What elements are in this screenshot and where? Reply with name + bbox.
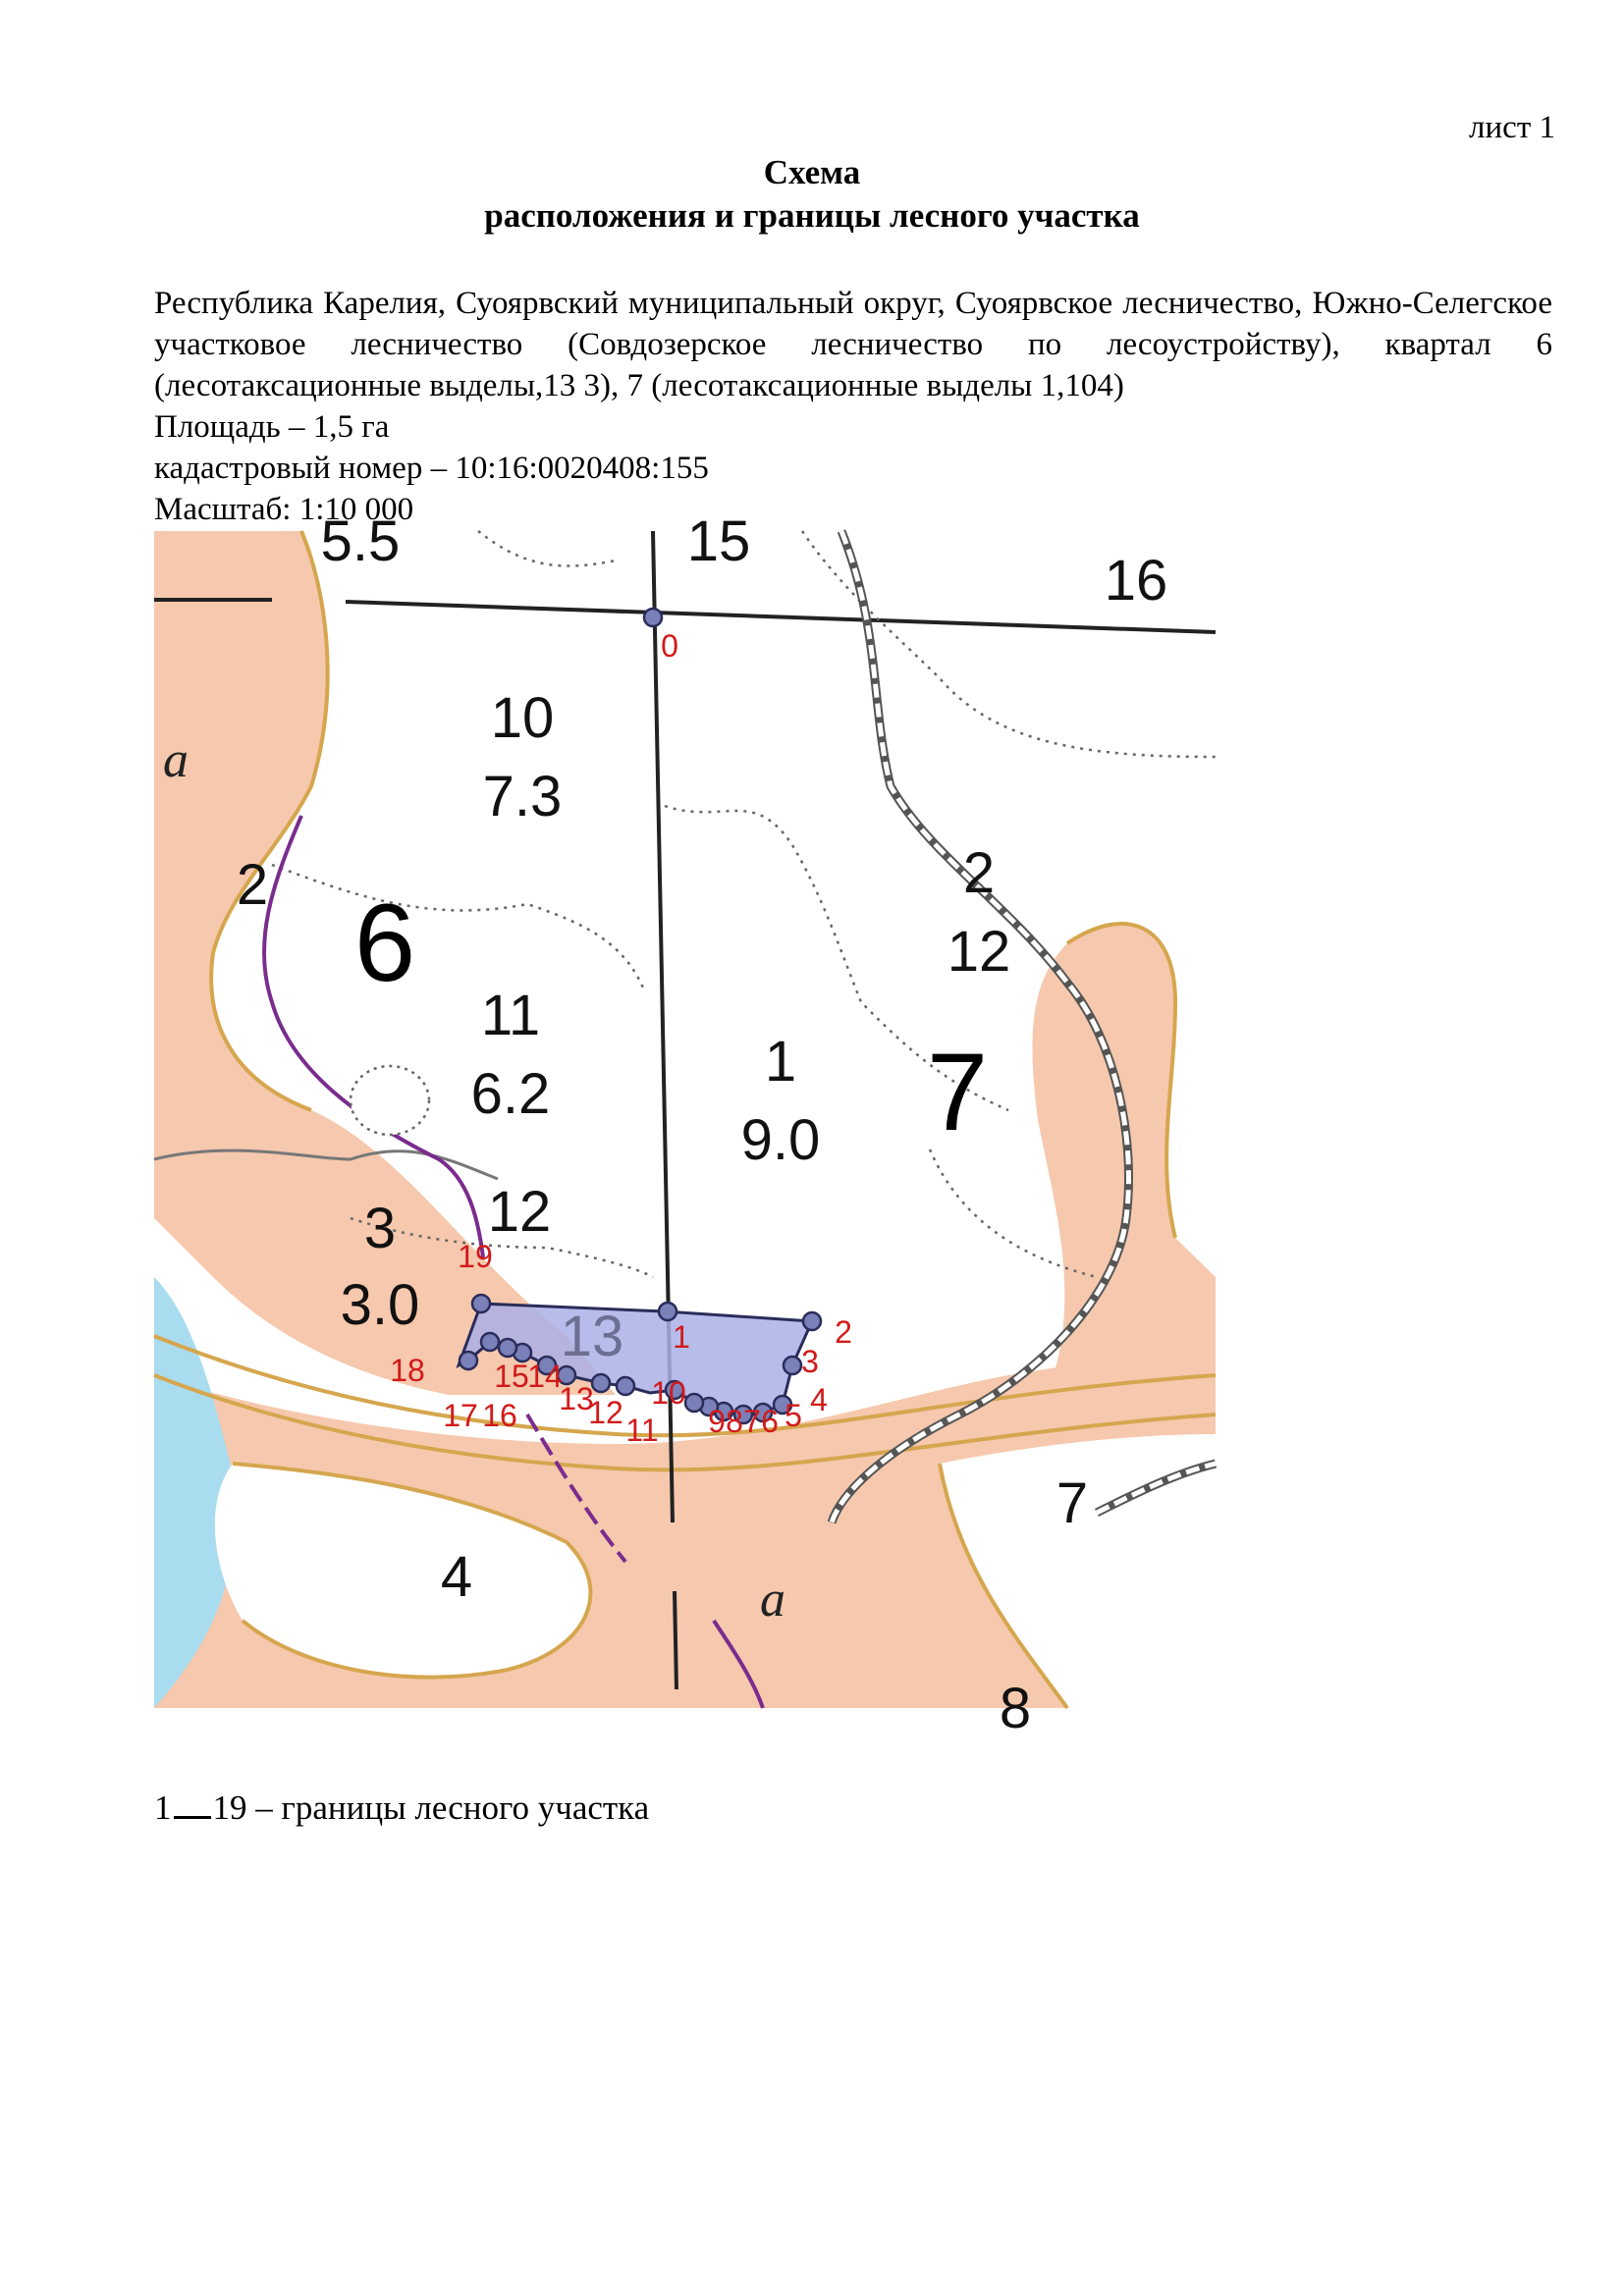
sheet-label: лист 1 xyxy=(1469,110,1555,145)
stand-label: 11 xyxy=(480,984,541,1047)
point-label: 14 xyxy=(527,1359,563,1394)
cadastral-text: кадастровый номер – 10:16:0020408:155 xyxy=(154,451,709,486)
point-label: 16 xyxy=(482,1398,517,1433)
point-label: 13 xyxy=(559,1381,594,1416)
point-label: 6 xyxy=(761,1404,779,1439)
page-title: Схема xyxy=(763,153,861,191)
point-label: 3 xyxy=(801,1344,819,1379)
point-label: 15 xyxy=(494,1359,529,1394)
stand-label: 6.2 xyxy=(470,1062,551,1126)
point-label: 0 xyxy=(661,628,678,664)
page-subtitle: расположения и границы лесного участка xyxy=(484,196,1140,235)
stand-label: 2 xyxy=(236,853,269,917)
stand-label: 10 xyxy=(490,686,555,750)
stand-label: 12 xyxy=(947,920,1011,984)
stand-label: 1 xyxy=(764,1030,797,1094)
stand-label: 5.5 xyxy=(320,509,401,573)
point-label: 1 xyxy=(673,1319,690,1355)
point-label: 4 xyxy=(810,1382,828,1417)
quarter-label: 6 xyxy=(353,881,416,1004)
water-label: а xyxy=(760,1572,785,1628)
stand-label: 16 xyxy=(1104,549,1168,613)
stand-label: 12 xyxy=(487,1180,552,1244)
point-label: 8 xyxy=(726,1404,743,1439)
point-label: 11 xyxy=(625,1413,659,1448)
stand-label: 15 xyxy=(686,509,751,573)
water-label: а xyxy=(163,732,189,788)
point-label: 18 xyxy=(390,1353,425,1388)
legend-text: 19 – границы лесного участка xyxy=(212,1789,650,1827)
point-label: 17 xyxy=(443,1398,478,1433)
point-label: 2 xyxy=(835,1314,852,1350)
stand-label: 9.0 xyxy=(740,1108,821,1172)
point-label: 19 xyxy=(458,1239,493,1274)
point-label: 5 xyxy=(785,1398,802,1433)
stand-label: 3 xyxy=(363,1197,397,1260)
scale-text: Масштаб: 1:10 000 xyxy=(154,492,414,527)
point-label: 10 xyxy=(651,1375,686,1411)
point-label: 9 xyxy=(708,1404,726,1439)
legend-line-symbol xyxy=(174,1790,211,1819)
stand-label: 7 xyxy=(1056,1471,1089,1535)
stand-label: 13 xyxy=(560,1305,624,1368)
point-label: 12 xyxy=(588,1395,623,1430)
legend-start: 1 xyxy=(154,1789,172,1827)
area-text: Площадь – 1,5 га xyxy=(154,409,390,445)
small-lake xyxy=(351,1066,429,1135)
stand-label: 4 xyxy=(440,1545,473,1609)
plot-description xyxy=(154,283,1552,530)
map-legend xyxy=(154,1789,649,1828)
location-text: Республика Карелия, Суоярвский муниципальный округ, Суоярвское лесничество, Южно-Селегское участковое лесничество (Совдозерское лесничество по лесоустройству), квартал 6 (лесотаксационные выделы,13 3), 7 (лесотаксационные выделы 1,104) xyxy=(154,286,1552,403)
stand-label: 8 xyxy=(999,1677,1032,1740)
stand-label: 3.0 xyxy=(340,1273,420,1337)
stand-label: 2 xyxy=(962,841,996,905)
stand-label: 7.3 xyxy=(482,765,563,828)
quarter-label: 7 xyxy=(926,1031,989,1153)
point-label: 7 xyxy=(743,1404,761,1439)
